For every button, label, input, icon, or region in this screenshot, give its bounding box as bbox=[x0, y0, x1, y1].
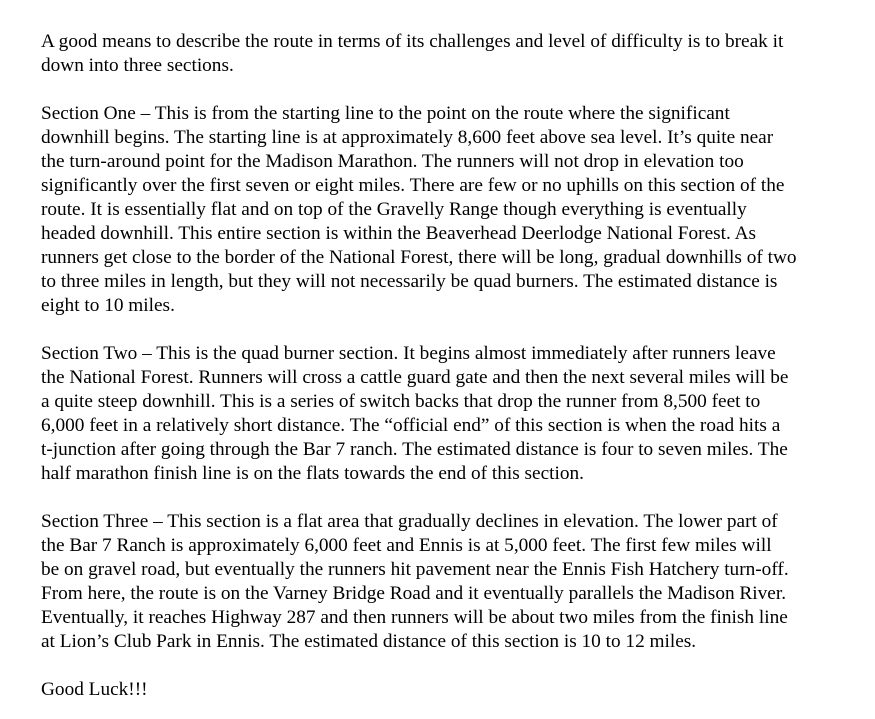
document-body bbox=[41, 30, 861, 702]
intro-paragraph: A good means to describe the route in terms of its challenges and level of difficulty is to break it down into three sections. bbox=[41, 31, 784, 76]
closing-paragraph: Good Luck!!! bbox=[41, 679, 148, 700]
section-one-paragraph: Section One – This is from the starting line to the point on the route where the significant downhill begins. The starting line is at approximately 8,600 feet above sea level. It’s quite near the turn-around point for the Madison Marathon. The runners will not drop in elevation too significantly over the first seven or eight miles. There are few or no uphills on this section of the route. It is essentially flat and on top of the Gravelly Range though everything is eventually headed downhill. This entire section is within the Beaverhead Deerlodge National Forest. As runners get close to the border of the National Forest, there will be long, gradual downhills of two to three miles in length, but they will not necessarily be quad burners. The estimated distance is eight to 10 miles. bbox=[41, 103, 797, 316]
section-two-paragraph: Section Two – This is the quad burner section. It begins almost immediately after runners leave the National Forest. Runners will cross a cattle guard gate and then the next several miles will be a quite steep downhill. This is a series of switch backs that drop the runner from 8,500 feet to 6,000 feet in a relatively short distance. The “official end” of this section is when the road hits a t-junction after going through the Bar 7 ranch. The estimated distance is four to seven miles. The half marathon finish line is on the flats towards the end of this section. bbox=[41, 343, 789, 484]
section-three-paragraph: Section Three – This section is a flat area that gradually declines in elevation. The lower part of the Bar 7 Ranch is approximately 6,000 feet and Ennis is at 5,000 feet. The first few miles will be on gravel road, but eventually the runners hit pavement near the Ennis Fish Hatchery turn-off. From here, the route is on the Varney Bridge Road and it eventually parallels the Madison River. Eventually, it reaches Highway 287 and then runners will be about two miles from the finish line at Lion’s Club Park in Ennis. The estimated distance of this section is 10 to 12 miles. bbox=[41, 511, 789, 652]
